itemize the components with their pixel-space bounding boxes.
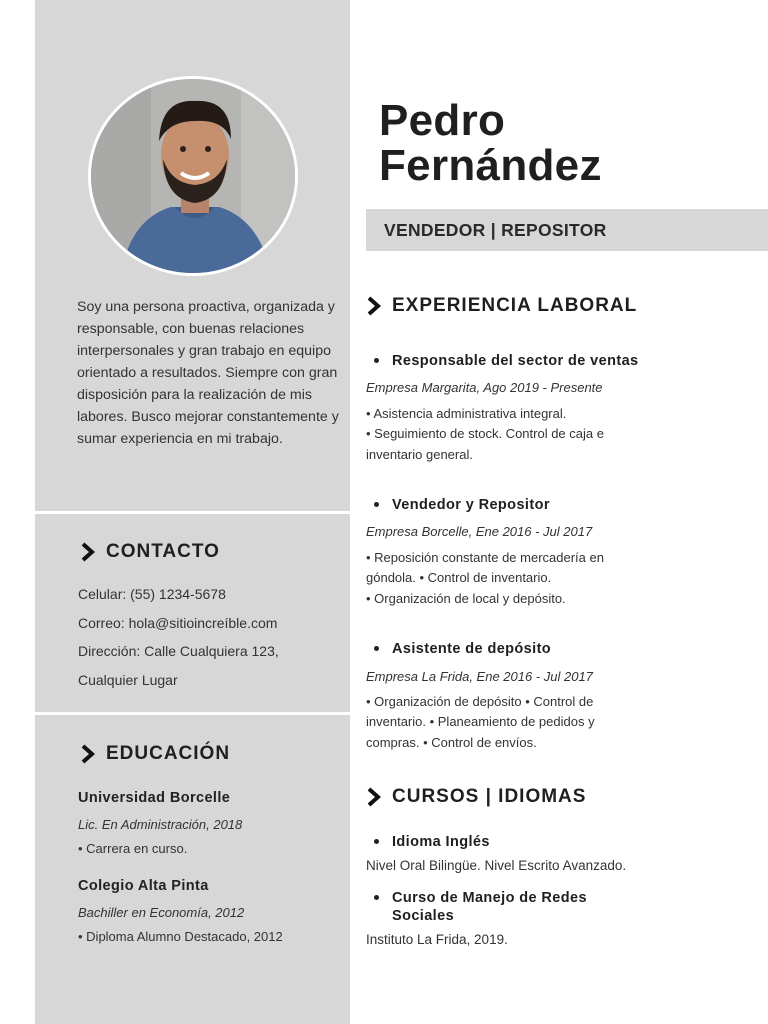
job-title-text: Asistente de depósito [392, 641, 552, 657]
education-school: Universidad Borcelle [78, 790, 231, 806]
job-duties [366, 692, 666, 753]
contact-email: Correo: hola@sitioincreíble.com [78, 614, 278, 631]
avatar [88, 76, 298, 276]
bullet-icon [374, 839, 379, 844]
job-title [374, 352, 639, 370]
experience-title: EXPERIENCIA LABORAL [392, 295, 638, 316]
bullet-icon [374, 358, 379, 363]
education-title: EDUCACIÓN [106, 743, 231, 764]
duty-line: • Reposición constante de mercadería en [366, 550, 604, 565]
contact-address: Dirección: Calle Cualquiera 123, [78, 643, 279, 659]
contact-heading [80, 541, 220, 563]
contact-title: CONTACTO [106, 541, 220, 562]
duty-line: inventario general. [366, 446, 473, 462]
courses-heading [366, 786, 586, 808]
last-name: Fernández [379, 141, 602, 190]
duty-line: • Organización de local y depósito. [366, 590, 566, 606]
duty-line: góndola. • Control de inventario. [366, 570, 552, 586]
job-title [374, 640, 551, 658]
education-note: • Carrera en curso. [78, 841, 188, 856]
duty-line: • Organización de depósito • Control de [366, 694, 594, 709]
course-desc: Nivel Oral Bilingüe. Nivel Escrito Avanzado. [366, 858, 627, 873]
job-title-text: Responsable del sector de ventas [392, 353, 639, 369]
bullet-icon [374, 502, 379, 507]
course-desc: Instituto La Frida, 2019. [366, 932, 508, 947]
education-degree: Bachiller en Economía, 2012 [78, 905, 245, 920]
role-bar [366, 209, 768, 251]
contact-address-cont: Cualquier Lugar [78, 671, 178, 688]
duty-line: inventario. • Planeamiento de pedidos y [366, 714, 595, 730]
job-title [374, 496, 550, 514]
job-duties [366, 404, 666, 465]
duty-line: • Asistencia administrativa integral. [366, 406, 567, 421]
course-title-text [392, 889, 587, 925]
chevron-right-icon [80, 542, 96, 562]
courses-title: CURSOS | IDIOMAS [392, 786, 587, 807]
education-heading [80, 743, 230, 765]
contact-info [78, 580, 340, 694]
experience-heading [366, 295, 637, 317]
course-title-text: Idioma Inglés [392, 834, 490, 850]
bullet-icon [374, 646, 379, 651]
job-company: Empresa La Frida, Ene 2016 - Jul 2017 [366, 669, 593, 684]
education-degree: Lic. En Administración, 2018 [78, 817, 243, 832]
course-title [374, 833, 490, 851]
course-title [374, 889, 587, 925]
chevron-right-icon [366, 787, 382, 807]
profile-summary: Soy una persona proactiva, organizada y responsable, con buenas relaciones interpersonales y gran trabajo en equipo orientado a resultados. Siempre con gran disposición para la realización de mis labores. Busco mejorar constantemente y sumar experiencia en mi trabajo. [77, 299, 339, 447]
job-duties [366, 548, 666, 609]
job-company: Empresa Borcelle, Ene 2016 - Jul 2017 [366, 524, 593, 539]
duty-line: compras. • Control de envíos. [366, 734, 537, 750]
course-title-line: Sociales [392, 908, 455, 924]
chevron-right-icon [80, 744, 96, 764]
education-school: Colegio Alta Pinta [78, 878, 209, 894]
contact-phone: Celular: (55) 1234-5678 [78, 586, 226, 602]
first-name: Pedro [379, 96, 506, 145]
duty-line: • Seguimiento de stock. Control de caja e [366, 426, 604, 442]
sidebar-divider [35, 511, 350, 514]
job-company: Empresa Margarita, Ago 2019 - Presente [366, 380, 603, 395]
full-name [379, 98, 759, 188]
education-note: • Diploma Alumno Destacado, 2012 [78, 929, 283, 944]
sidebar-divider [35, 712, 350, 715]
role-title: VENDEDOR | REPOSITOR [384, 219, 607, 240]
chevron-right-icon [366, 296, 382, 316]
job-title-text: Vendedor y Repositor [392, 497, 550, 513]
bullet-icon [374, 895, 379, 900]
course-title-line: Curso de Manejo de Redes [392, 890, 587, 906]
